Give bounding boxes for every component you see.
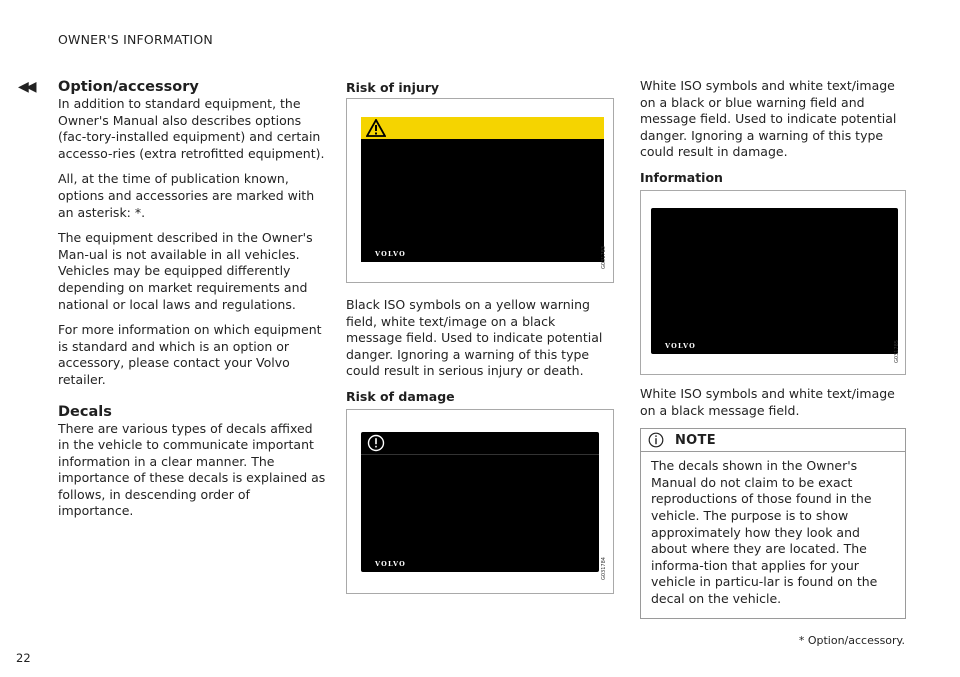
volvo-logo: VOLVO [665,341,696,350]
paragraph-information: White ISO symbols and white text/image on a black message field. [640,385,895,418]
column-2 [346,80,614,594]
yellow-warning-field [361,117,604,139]
paragraph-option-3: The equipment described in the Owner's Man-ual is not available in all vehicles. Vehicles may be equipped differently depending on market requirements and national or local laws and regulations. [58,230,313,312]
heading-decals: Decals [58,403,112,420]
warning-triangle-icon [366,119,386,137]
heading-option-accessory: Option/accessory [58,79,199,95]
heading-risk-of-injury: Risk of injury [346,80,440,95]
note-label: NOTE [675,432,716,448]
page-header: OWNER'S INFORMATION [58,32,213,47]
paragraph-option-4: For more information on which equipment is standard and which is an option or accessory, please contact your Volvo retailer. [58,322,322,387]
column-3 [640,78,908,619]
note-box [640,428,906,618]
figure-information [640,190,906,375]
note-header [641,429,905,452]
heading-risk-of-damage: Risk of damage [346,388,455,404]
decal-injury [361,117,604,262]
figure-code: G031784 [601,557,607,580]
figure-risk-of-injury [346,98,614,283]
figure-code: G031785 [894,340,900,363]
column-1 [58,78,326,529]
black-warning-field [361,432,599,455]
exclamation-circle-icon [367,434,385,452]
page-number: 22 [16,651,31,665]
note-text: The decals shown in the Owner's Manual do not claim to be exact reproductions of those found in the vehicle. The purpose is to show approximately how they look and about where they are located. The informa-tion that applies for your vehicle in particu-lar is found on the decal on the vehicle. [651,458,878,606]
decal-damage [361,432,599,572]
paragraph-option-1: In addition to standard equipment, the Owner's Manual also describes options (fac-tory-installed equipment) and certain accesso-ries (extra retrofitted equipment). [58,96,325,161]
heading-information: Information [640,169,723,185]
note-body [641,452,905,617]
back-arrows-icon[interactable]: ◀◀ [18,79,34,95]
volvo-logo: VOLVO [375,250,406,258]
volvo-logo: VOLVO [375,559,406,568]
paragraph-option-2: All, at the time of publication known, options and accessories are marked with an asterisk: *. [58,171,315,220]
figure-risk-of-damage [346,409,614,594]
info-circle-icon [648,432,664,448]
paragraph-risk-of-damage: White ISO symbols and white text/image on a black or blue warning field and message field. Used to indicate potential danger. Ignoring a warning of this type could result in damage. [640,78,897,160]
decal-information [651,208,898,354]
paragraph-decals: There are various types of decals affixed in the vehicle to communicate important information in a clear manner. The importance of these decals is explained as follows, in descending order of importance. [58,420,326,519]
footnote: * Option/accessory. [798,634,905,647]
figure-code: G031783 [601,246,607,269]
paragraph-risk-of-injury: Black ISO symbols on a yellow warning field, white text/image on a black message field. Used to indicate potential danger. Ignoring a warning of this type could result in serious injury or death. [346,297,603,379]
